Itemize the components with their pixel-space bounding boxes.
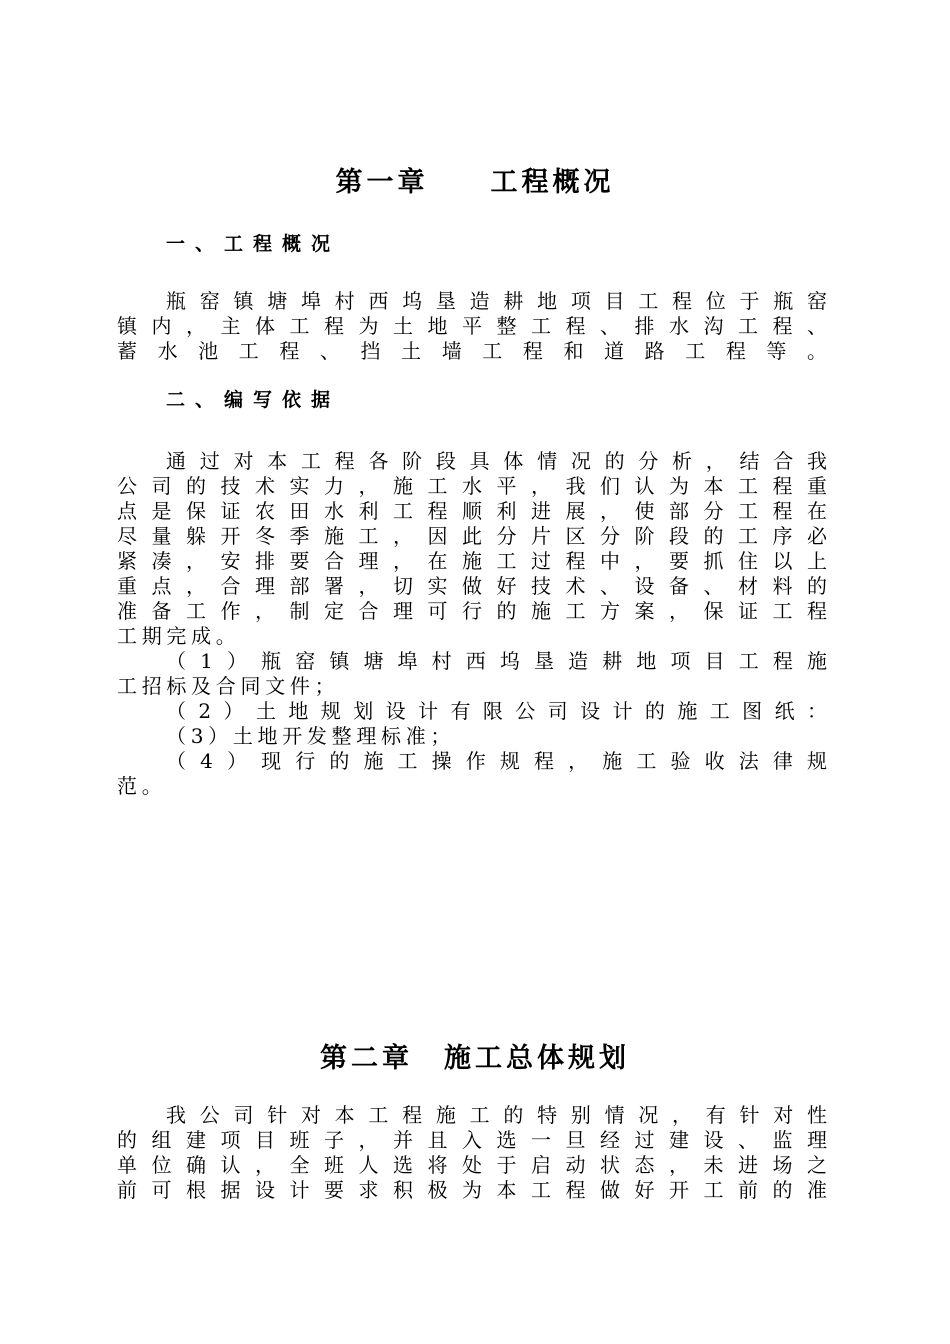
list-item: 范。 (117, 774, 167, 798)
paragraph-line: 前可根据设计要求积极为本工程做好开工前的准 (117, 1178, 842, 1202)
section-1-heading: 一、工程概况 (166, 233, 341, 255)
paragraph-line: 公司的技术实力，施工水平，我们认为本工程重 (117, 474, 842, 498)
paragraph-line: 我公司针对本工程施工的特别情况，有针对性 (166, 1103, 841, 1127)
paragraph-line: 瓶窑镇塘埠村西坞垦造耕地项目工程位于瓶窑 (166, 289, 841, 313)
paragraph-line: 的组建项目班子，并且入选一旦经过建设、监理 (117, 1128, 842, 1152)
paragraph-line: 通过对本工程各阶段具体情况的分析，结合我 (166, 449, 841, 473)
list-item: （1）瓶窑镇塘埠村西坞垦造耕地项目工程施 (166, 649, 842, 673)
list-item: （2）土地规划设计有限公司设计的施工图纸： (166, 699, 840, 723)
list-item: （3）土地开发整理标准； (166, 724, 456, 748)
paragraph-line: 单位确认，全班人选将处于启动状态，未进场之 (117, 1153, 842, 1177)
paragraph-line: 尽量躲开冬季施工，因此分片区分阶段的工序必 (117, 524, 842, 548)
paragraph-line: 准备工作，制定合理可行的施工方案，保证工程 (117, 599, 842, 623)
paragraph-line: 重点，合理部署，切实做好技术、设备、材料的 (117, 574, 842, 598)
chapter-2-title: 第二章 施工总体规划 (320, 1043, 630, 1074)
paragraph-line: 点是保证农田水利工程顺利进展，使部分工程在 (117, 499, 842, 523)
paragraph-line: 工期完成。 (117, 624, 241, 648)
paragraph-line: 镇内，主体工程为土地平整工程、排水沟工程、 (117, 314, 842, 338)
paragraph-line: 紧凑，安排要合理，在施工过程中，要抓住以上 (117, 549, 842, 573)
section-2-heading: 二、编写依据 (166, 389, 341, 411)
list-item: 工招标及合同文件； (117, 674, 340, 698)
paragraph-line: 蓄水池工程、挡土墙工程和道路工程等。 (117, 339, 848, 363)
list-item: （4）现行的施工操作规程，施工验收法律规 (166, 749, 842, 773)
chapter-1-title: 第一章 工程概况 (335, 167, 615, 198)
